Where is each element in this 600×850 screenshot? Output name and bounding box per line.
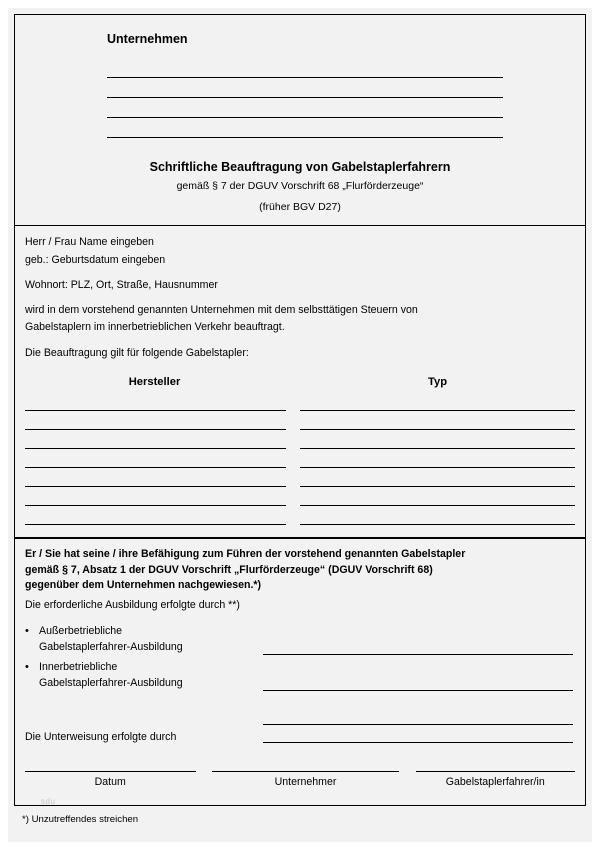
cell-typ[interactable] [300,487,575,506]
instruction-input-line[interactable] [263,707,573,725]
company-blank-line[interactable] [107,118,503,138]
table-row [25,487,575,506]
subtitle-regulation: gemäß § 7 der DGUV Vorschrift 68 „Flurförderzeuge“ [176,180,424,192]
page-title: Schriftliche Beauftragung von Gabelstaplerfahrern [149,160,451,174]
vehicle-table [25,392,575,525]
training-option-external-input[interactable] [263,640,573,655]
cell-typ[interactable] [300,468,575,487]
table-header [25,376,575,388]
training-option-external-line-2: Gabelstaplerfahrer-Ausbildung [39,641,183,653]
training-option-internal-line-2: Gabelstaplerfahrer-Ausbildung [39,677,183,689]
declaration-block [15,538,585,794]
table-row [25,430,575,449]
cell-hersteller[interactable] [25,487,286,506]
company-heading: Unternehmen [107,32,188,46]
training-option-external-label [25,623,255,655]
assignment-line-1: wird in dem vorstehend genannten Unternehmen mit dem selbsttätigen Steuern von [25,303,418,316]
column-header-typ: Typ [427,376,448,388]
cell-hersteller[interactable] [25,411,286,430]
signature-row [25,771,575,788]
table-row [25,449,575,468]
declaration-line-2: gemäß § 7, Absatz 1 der DGUV Vorschrift „Flurförderzeuge“ (DGUV Vorschrift 68) [25,563,433,576]
subtitle-former: (früher BGV D27) [259,201,341,213]
instruction-row [25,707,575,743]
form-document [14,14,586,806]
training-option-internal-input[interactable] [263,676,573,691]
training-option-external-line-1: Außerbetriebliche [39,625,123,637]
footnote: *) Unzutreffendes streichen [22,814,139,825]
scope-line: Die Beauftragung gilt für folgende Gabelstapler: [25,346,249,359]
instruction-input-line[interactable] [263,725,573,743]
person-block [15,226,585,538]
table-row [25,411,575,430]
person-address-line[interactable]: Wohnort: PLZ, Ort, Straße, Hausnummer [25,279,218,291]
cell-typ[interactable] [300,449,575,468]
cell-hersteller[interactable] [25,449,286,468]
signature-datum [25,771,196,788]
table-row [25,468,575,487]
company-blank-line[interactable] [107,78,503,98]
table-bottom-spacer [25,525,575,533]
table-row [25,506,575,525]
training-option-internal [25,659,575,691]
table-row [25,392,575,411]
company-blank-line[interactable] [107,58,503,78]
signature-label-datum: Datum [94,776,126,788]
page-background [8,8,592,842]
signature-label-unternehmer: Unternehmer [274,776,337,788]
training-options [25,623,575,691]
declaration-line-3: gegenüber dem Unternehmen nachgewiesen.*) [25,579,262,591]
cell-hersteller[interactable] [25,506,286,525]
signature-line-unternehmer[interactable] [212,771,399,773]
signature-label-fahrer: Gabelstaplerfahrer/in [445,776,545,788]
declaration-line-4: Die erforderliche Ausbildung erfolgte durch **) [25,598,240,611]
instruction-label: Die Unterweisung erfolgte durch [25,731,177,743]
person-name-line[interactable]: Herr / Frau Name eingeben [25,236,154,248]
cell-typ[interactable] [300,392,575,411]
signature-fahrer [416,771,576,788]
person-birth-line[interactable]: geb.: Geburtsdatum eingeben [25,253,166,266]
header-block [15,15,585,226]
signature-unternehmer [212,771,399,788]
signature-line-fahrer[interactable] [416,771,576,773]
cell-hersteller[interactable] [25,430,286,449]
company-blank-lines [15,58,585,138]
assignment-line-2: Gabelstaplern im innerbetrieblichen Verkehr beauftragt. [25,321,285,333]
instruction-inputs [263,707,573,743]
training-option-internal-line-1: Innerbetriebliche [39,661,118,673]
cell-typ[interactable] [300,430,575,449]
watermark: sdu [41,797,56,806]
training-option-external [25,623,575,655]
declaration-line-1: Er / Sie hat seine / ihre Befähigung zum Führen der vorstehend genannten Gabelstapler [25,548,466,560]
column-header-hersteller: Hersteller [128,376,181,388]
cell-hersteller[interactable] [25,392,286,411]
signature-line-datum[interactable] [25,771,196,773]
training-option-internal-label [25,659,255,691]
cell-typ[interactable] [300,411,575,430]
cell-typ[interactable] [300,506,575,525]
company-blank-line[interactable] [107,98,503,118]
cell-hersteller[interactable] [25,468,286,487]
